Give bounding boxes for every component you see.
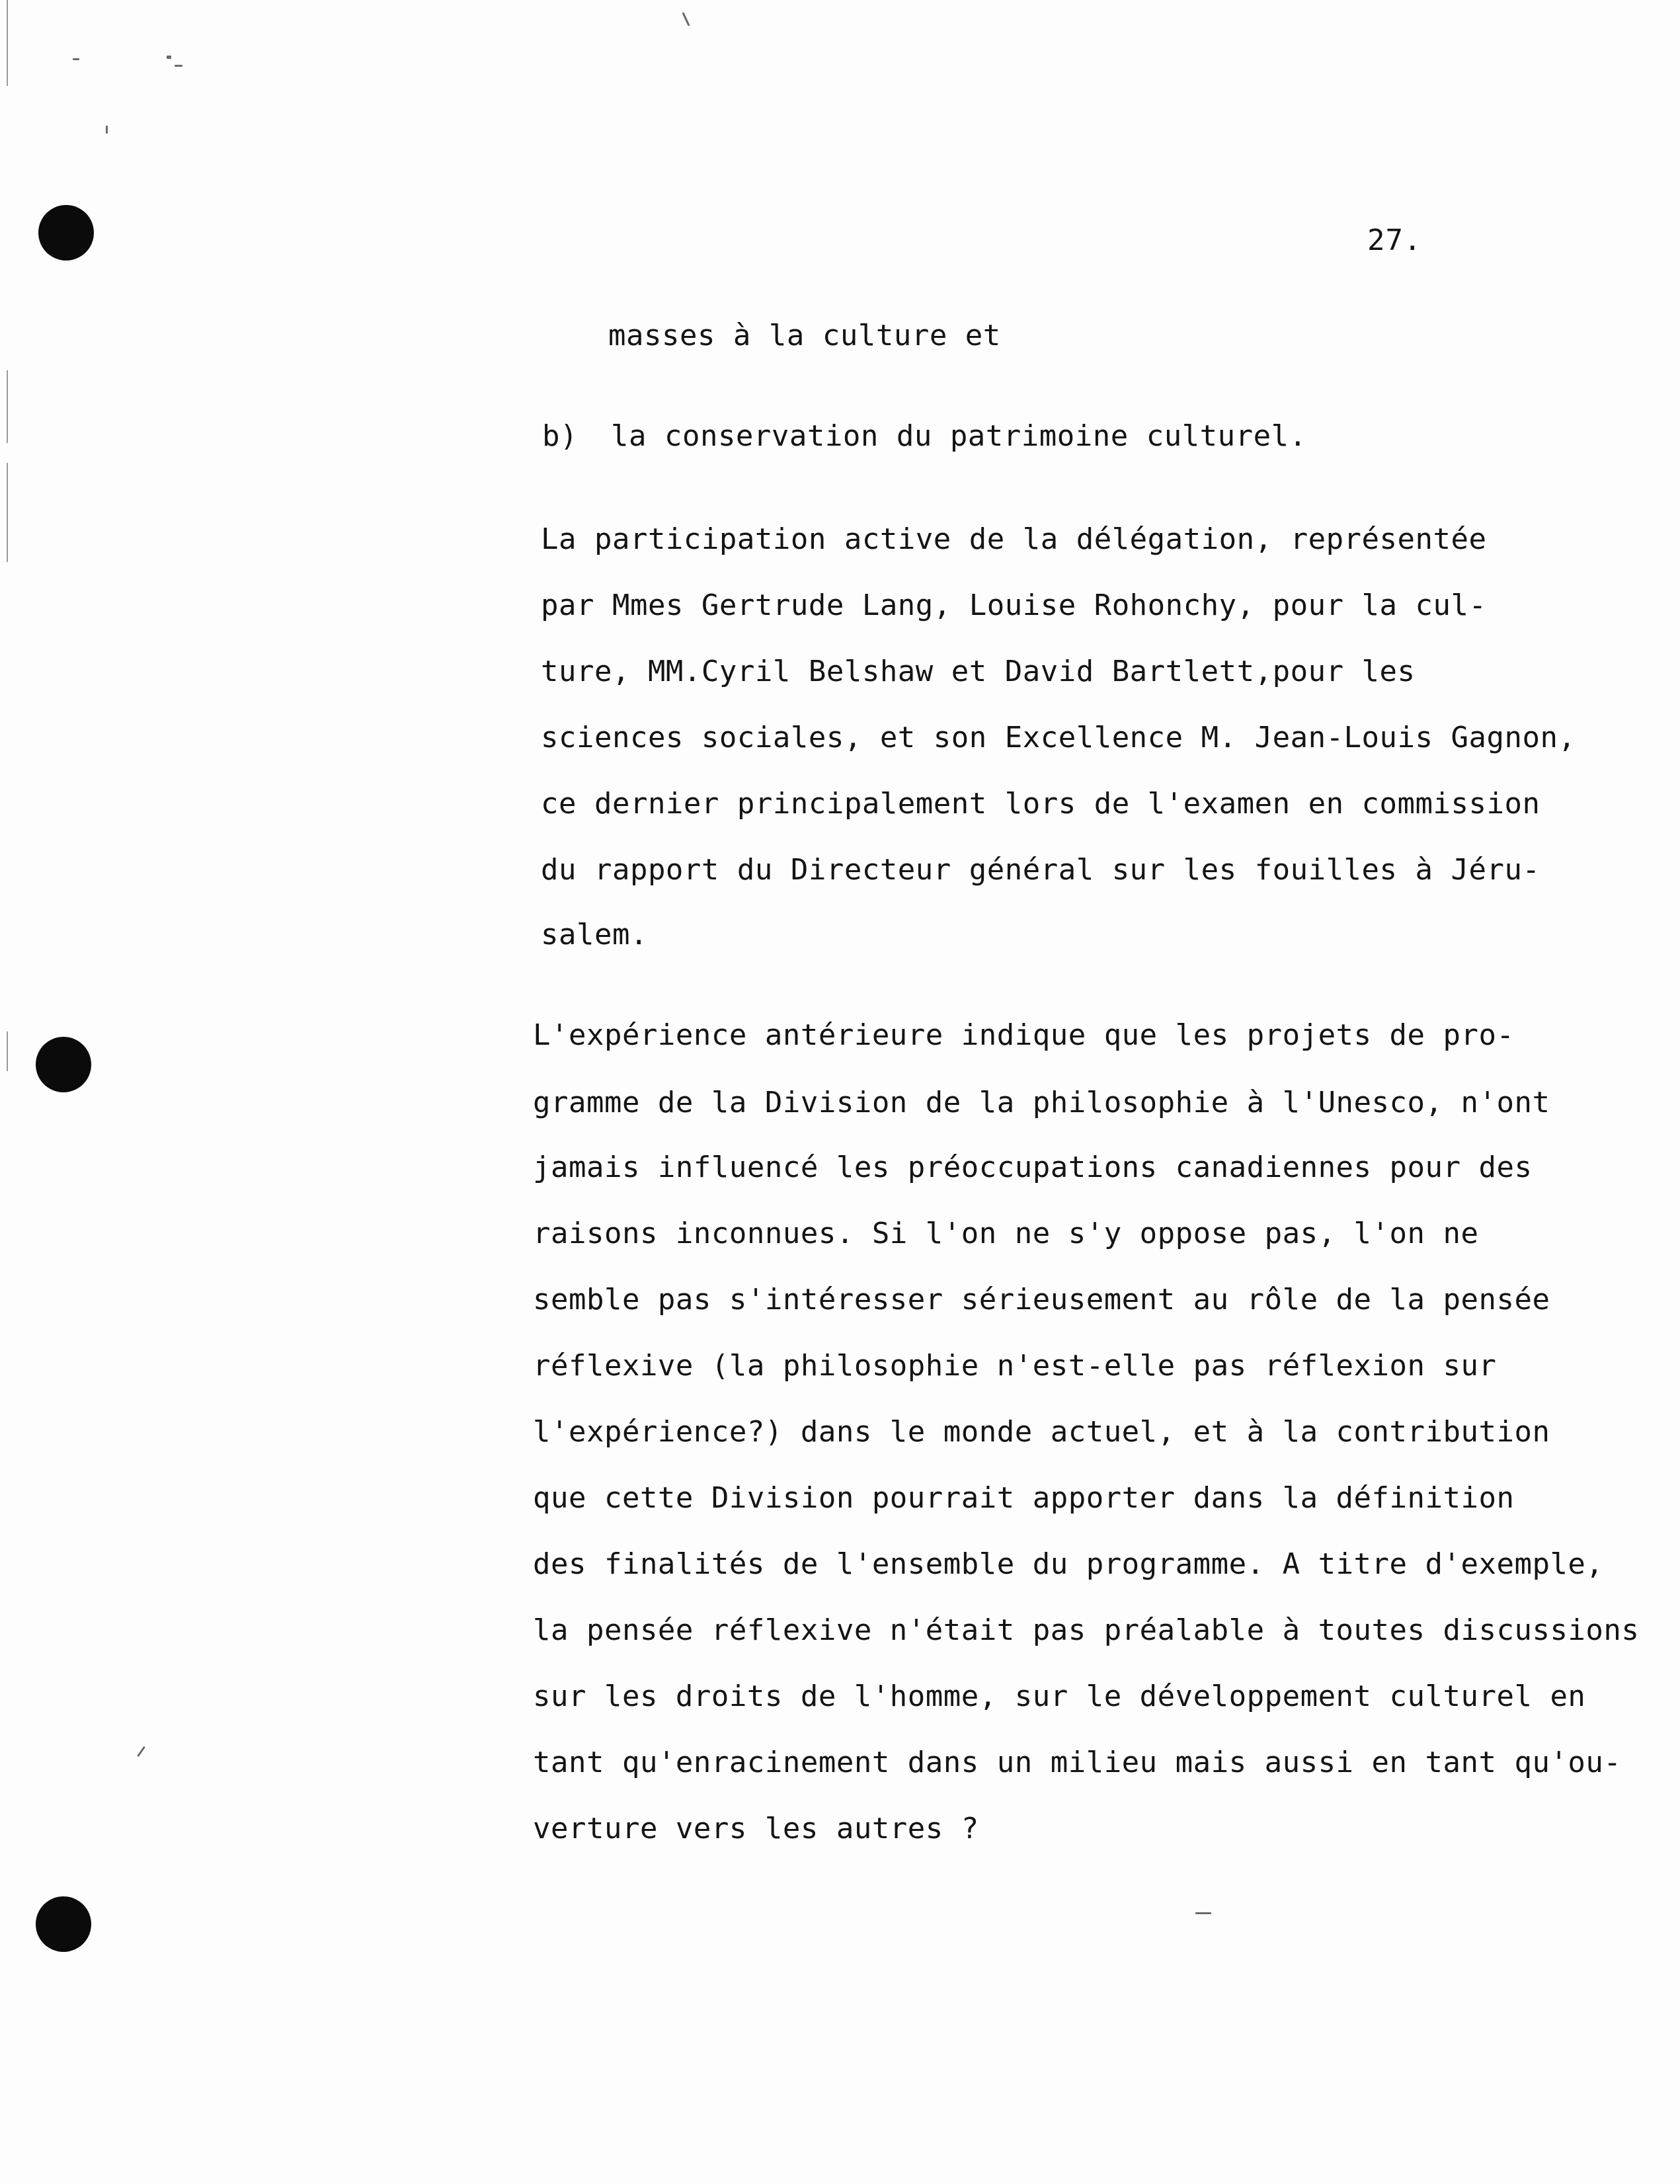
scan-speck xyxy=(73,58,79,60)
paragraph-line: l'expérience?) dans le monde actuel, et à la contribution xyxy=(533,1415,1550,1449)
scan-edge-line xyxy=(7,463,8,562)
paragraph-line: que cette Division pourrait apporter dans la définition xyxy=(533,1481,1515,1515)
scan-speck xyxy=(175,65,182,67)
punch-hole-middle xyxy=(36,1037,91,1092)
paragraph-line: L'expérience antérieure indique que les projets de pro- xyxy=(533,1018,1515,1052)
paragraph-line: La participation active de la délégation, représentée xyxy=(541,522,1487,556)
punch-hole-top xyxy=(38,205,94,261)
paragraph-line: du rapport du Directeur général sur les fouilles à Jéru- xyxy=(541,853,1540,887)
paragraph-line: sciences sociales, et son Excellence M. Jean-Louis Gagnon, xyxy=(541,721,1576,754)
scan-speck xyxy=(167,56,171,59)
page-number: 27. xyxy=(1367,223,1422,257)
paragraph-line: la pensée réflexive n'était pas préalable à toutes discussions xyxy=(533,1613,1640,1647)
paragraph-line: des finalités de l'ensemble du programme. A titre d'exemple, xyxy=(533,1547,1604,1581)
scan-speck xyxy=(682,12,690,26)
paragraph-line: jamais influencé les préoccupations canadiennes pour des xyxy=(533,1151,1533,1184)
scan-speck xyxy=(137,1746,145,1757)
scan-speck xyxy=(1195,1912,1211,1914)
paragraph-line: tant qu'enracinement dans un milieu mais aussi en tant qu'ou- xyxy=(533,1746,1622,1779)
scan-speck xyxy=(106,126,108,134)
paragraph-line: semble pas s'intéresser sérieusement au rôle de la pensée xyxy=(533,1283,1550,1316)
list-marker-b: b) xyxy=(542,419,578,453)
scan-edge-line xyxy=(7,0,8,86)
paragraph-line: ce dernier principalement lors de l'examen en commission xyxy=(541,787,1540,821)
scan-edge-line xyxy=(7,370,8,443)
paragraph-line: réflexive (la philosophie n'est-elle pas réflexion sur xyxy=(533,1349,1497,1383)
list-item-b: la conservation du patrimoine culturel. xyxy=(611,419,1307,453)
paragraph-line: sur les droits de l'homme, sur le développement culturel en xyxy=(533,1679,1586,1713)
punch-hole-bottom xyxy=(36,1896,91,1952)
scan-edge-line xyxy=(7,1031,8,1071)
paragraph-line: gramme de la Division de la philosophie à l'Unesco, n'ont xyxy=(533,1086,1550,1119)
paragraph-line: par Mmes Gertrude Lang, Louise Rohonchy, pour la cul- xyxy=(541,588,1487,622)
fragment-line: masses à la culture et xyxy=(608,319,1001,352)
paragraph-line: verture vers les autres ? xyxy=(533,1812,979,1845)
paragraph-line: salem. xyxy=(541,918,648,951)
paragraph-line: ture, MM.Cyril Belshaw et David Bartlett,pour les xyxy=(541,655,1416,688)
paragraph-line: raisons inconnues. Si l'on ne s'y oppose pas, l'on ne xyxy=(533,1217,1479,1250)
